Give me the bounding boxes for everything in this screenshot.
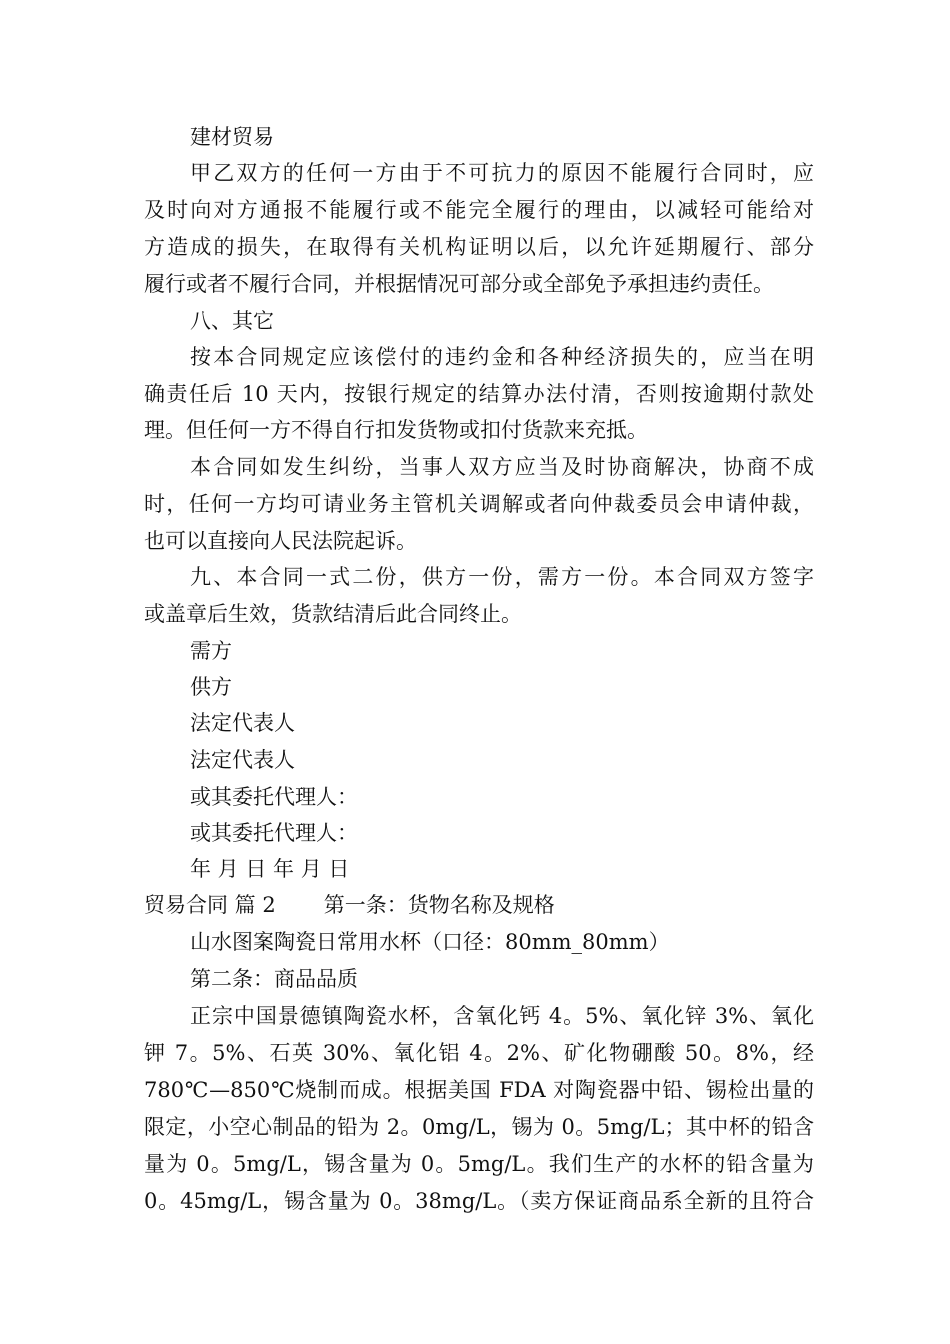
- date-line: 年 月 日 年 月 日: [190, 857, 350, 881]
- signature-label: 或其委托代理人：: [190, 821, 358, 845]
- paragraph-line: 甲乙双方的任何一方由于不可抗力的原因不能履行合同时，应: [190, 161, 814, 185]
- paragraph-line: 本合同如发生纠纷，当事人双方应当及时协商解决，协商不成: [190, 455, 814, 479]
- paragraph-line: 山水图案陶瓷日常用水杯（口径：80mm_80mm）: [190, 930, 670, 954]
- paragraph-line: 钾 7。5%、石英 30%、氧化铝 4。2%、矿化物硼酸 50。8%，经: [144, 1041, 814, 1065]
- paragraph-line: 方造成的损失，在取得有关机构证明以后，以允许延期履行、部分: [144, 235, 814, 259]
- signature-label: 或其委托代理人：: [190, 785, 358, 809]
- clause-heading: 第二条：商品品质: [190, 967, 358, 991]
- paragraph-line: 九、本合同一式二份，供方一份，需方一份。本合同双方签字: [190, 565, 814, 589]
- signature-label: 法定代表人: [190, 711, 295, 735]
- section-heading: 八、其它: [190, 309, 274, 333]
- paragraph-line: 或盖章后生效，货款结清后此合同终止。: [144, 602, 522, 626]
- paragraph-line: 量为 0。5mg/L，锡含量为 0。5mg/L。我们生产的水杯的铅含量为: [144, 1152, 814, 1176]
- paragraph-line: 0。45mg/L，锡含量为 0。38mg/L。（卖方保证商品系全新的且符合: [144, 1189, 814, 1213]
- paragraph-line: 780℃—850℃烧制而成。根据美国 FDA 对陶瓷器中铅、锡检出量的: [144, 1078, 814, 1102]
- paragraph-line: 按本合同规定应该偿付的违约金和各种经济损失的，应当在明: [190, 345, 814, 369]
- section2-heading-row: [144, 890, 555, 920]
- signature-label: 法定代表人: [190, 748, 295, 772]
- signature-label: 供方: [190, 675, 232, 699]
- paragraph-line: 履行或者不履行合同，并根据情况可部分或全部免予承担违约责任。: [144, 272, 774, 296]
- paragraph-line: 时，任何一方均可请业务主管机关调解或者向仲裁委员会申请仲裁，: [144, 492, 814, 516]
- paragraph-line: 及时向对方通报不能履行或不能完全履行的理由，以减轻可能给对: [144, 198, 814, 222]
- paragraph-line: 也可以直接向人民法院起诉。: [144, 529, 417, 553]
- paragraph-line: 确责任后 10 天内，按银行规定的结算办法付清，否则按逾期付款处: [144, 382, 814, 406]
- clause-heading: 第一条：货物名称及规格: [323, 893, 555, 917]
- paragraph-line: 限定，小空心制品的铅为 2。0mg/L，锡为 0。5mg/L；其中杯的铅含: [144, 1115, 814, 1139]
- section2-title: 贸易合同 篇 2: [144, 893, 276, 917]
- signature-label: 需方: [190, 639, 232, 663]
- paragraph-line: 理。但任何一方不得自行扣发货物或扣付货款来充抵。: [144, 418, 648, 442]
- paragraph-line: 正宗中国景德镇陶瓷水杯，含氧化钙 4。5%、氧化锌 3%、氧化: [190, 1004, 814, 1028]
- section-heading: 建材贸易: [190, 125, 274, 149]
